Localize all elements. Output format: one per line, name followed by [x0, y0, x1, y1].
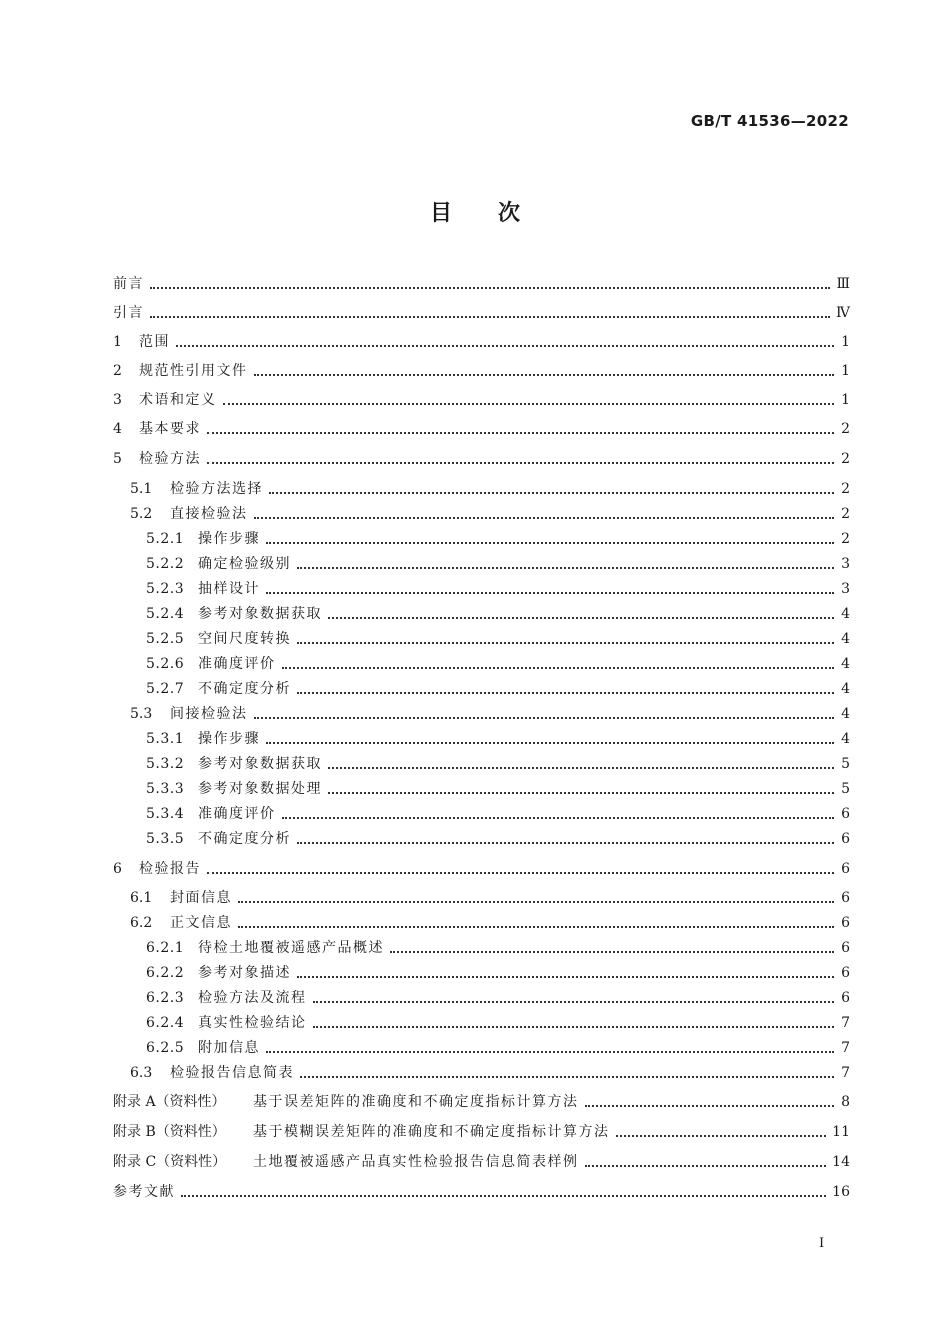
- toc-leader-dots: [313, 1001, 835, 1003]
- toc-entry-page: 4: [841, 631, 850, 647]
- toc-title: 目次: [429, 201, 566, 226]
- toc-entry[interactable]: [113, 528, 850, 550]
- toc-entry-page: 1: [841, 363, 850, 379]
- toc-leader-dots: [269, 492, 834, 494]
- toc-leader-dots: [282, 667, 835, 669]
- toc-entry[interactable]: [113, 703, 850, 725]
- toc-entry-page: 1: [841, 392, 850, 408]
- toc-entry[interactable]: [113, 1181, 850, 1203]
- toc-entry-number: 附录 B（资料性）: [113, 1124, 226, 1140]
- toc-leader-dots: [616, 1135, 827, 1137]
- toc-entry-number: 5.2.7: [146, 681, 185, 697]
- toc-leader-dots: [297, 692, 834, 694]
- toc-entry-page: 6: [841, 940, 850, 956]
- toc-entry[interactable]: [113, 302, 850, 324]
- toc-entry-number: 5.2: [130, 506, 153, 522]
- toc-entry-label: 参考对象数据处理: [198, 781, 322, 797]
- toc-entry-page: 7: [841, 1040, 850, 1056]
- toc-leader-dots: [254, 517, 835, 519]
- toc-entry[interactable]: [113, 503, 850, 525]
- toc-entry-number: 5.1: [130, 481, 153, 497]
- toc-entry-number: 5.3.1: [146, 731, 185, 747]
- toc-entry-page: 2: [841, 531, 850, 547]
- toc-leader-dots: [238, 926, 834, 928]
- toc-entry-label: 参考对象数据获取: [198, 606, 322, 622]
- toc-entry-page: 3: [841, 556, 850, 572]
- toc-entry-page: Ⅲ: [836, 276, 850, 292]
- toc-entry[interactable]: [113, 1012, 850, 1034]
- toc-entry-label: 检验方法选择: [170, 481, 263, 497]
- toc-entry-page: Ⅳ: [836, 305, 850, 321]
- toc-entry[interactable]: [113, 1037, 850, 1059]
- toc-entry-label: 不确定度分析: [198, 681, 291, 697]
- toc-entry-label: 确定检验级别: [198, 556, 291, 572]
- toc-entry-number: 6.1: [130, 890, 153, 906]
- toc-entry-label: 操作步骤: [198, 731, 260, 747]
- toc-entry-page: 3: [841, 581, 850, 597]
- toc-entry-number: 3: [113, 392, 122, 408]
- toc-entry[interactable]: [113, 478, 850, 500]
- toc-entry-label: 基于误差矩阵的准确度和不确定度指标计算方法: [253, 1094, 579, 1110]
- toc-leader-dots: [150, 316, 830, 318]
- page-number: I: [819, 1236, 825, 1251]
- toc-entry-page: 2: [841, 481, 850, 497]
- toc-entry-page: 4: [841, 731, 850, 747]
- toc-entry-page: 4: [841, 606, 850, 622]
- toc-entry-page: 5: [841, 756, 850, 772]
- toc-leader-dots: [328, 617, 834, 619]
- toc-entry-label: 空间尺度转换: [198, 631, 291, 647]
- toc-entry[interactable]: [113, 678, 850, 700]
- toc-entry-page: 1: [841, 334, 850, 350]
- toc-entry[interactable]: [113, 1121, 850, 1143]
- toc-entry[interactable]: [113, 987, 850, 1009]
- toc-leader-dots: [238, 901, 834, 903]
- toc-entry-label: 抽样设计: [198, 581, 260, 597]
- toc-entry-label: 基本要求: [139, 421, 201, 437]
- toc-entry-label: 土地覆被遥感产品真实性检验报告信息简表样例: [253, 1154, 579, 1170]
- toc-entry-number: 6.2.4: [146, 1015, 185, 1031]
- toc-entry[interactable]: [113, 728, 850, 750]
- toc-leader-dots: [254, 374, 835, 376]
- toc-leader-dots: [207, 872, 834, 874]
- toc-entry-label: 检验方法及流程: [198, 990, 307, 1006]
- toc-entry[interactable]: [113, 753, 850, 775]
- toc-entry-number: 5.3.3: [146, 781, 185, 797]
- toc-entry-number: 6.2.5: [146, 1040, 185, 1056]
- toc-entry-number: 6.2: [130, 915, 153, 931]
- toc-entry[interactable]: [113, 1151, 850, 1173]
- toc-entry-label: 操作步骤: [198, 531, 260, 547]
- toc-entry-number: 5.2.3: [146, 581, 185, 597]
- toc-entry-label: 引言: [113, 305, 144, 321]
- toc-entry[interactable]: [113, 653, 850, 675]
- toc-leader-dots: [266, 592, 834, 594]
- toc-entry[interactable]: [113, 603, 850, 625]
- toc-entry-label: 参考文献: [113, 1184, 175, 1200]
- toc-entry-page: 7: [841, 1065, 850, 1081]
- toc-entry[interactable]: [113, 962, 850, 984]
- toc-entry[interactable]: [113, 778, 850, 800]
- toc-entry[interactable]: [113, 912, 850, 934]
- toc-entry-label: 范围: [139, 334, 170, 350]
- toc-entry[interactable]: [113, 887, 850, 909]
- toc-entry-page: 6: [841, 861, 850, 877]
- toc-entry-page: 6: [841, 831, 850, 847]
- toc-entry-label: 检验报告信息简表: [170, 1065, 294, 1081]
- toc-leader-dots: [328, 767, 834, 769]
- toc-entry[interactable]: [113, 553, 850, 575]
- toc-entry-label: 前言: [113, 276, 144, 292]
- toc-entry-number: 5.2.1: [146, 531, 185, 547]
- toc-leader-dots: [266, 742, 834, 744]
- toc-entry-label: 参考对象数据获取: [198, 756, 322, 772]
- toc-entry[interactable]: [113, 578, 850, 600]
- toc-entry-label: 间接检验法: [170, 706, 248, 722]
- toc-entry-number: 5.3: [130, 706, 153, 722]
- toc-entry-label: 附加信息: [198, 1040, 260, 1056]
- toc-entry-number: 6.2.2: [146, 965, 185, 981]
- toc-entry-label: 规范性引用文件: [139, 363, 248, 379]
- toc-entry-number: 6.3: [130, 1065, 153, 1081]
- toc-leader-dots: [297, 842, 834, 844]
- toc-entry-label: 封面信息: [170, 890, 232, 906]
- toc-entry-number: 5.2.4: [146, 606, 185, 622]
- toc-entry-number: 5.3.2: [146, 756, 185, 772]
- toc-entry-label: 直接检验法: [170, 506, 248, 522]
- toc-leader-dots: [266, 542, 834, 544]
- toc-entry-number: 5: [113, 451, 122, 467]
- toc-entry-label: 真实性检验结论: [198, 1015, 307, 1031]
- toc-entry[interactable]: [113, 1062, 850, 1084]
- toc-leader-dots: [254, 717, 835, 719]
- toc-entry-page: 5: [841, 781, 850, 797]
- toc-entry[interactable]: [113, 858, 850, 880]
- toc-entry[interactable]: [113, 418, 850, 440]
- toc-leader-dots: [390, 951, 834, 953]
- toc-entry-page: 14: [832, 1154, 850, 1170]
- toc-entry[interactable]: [113, 448, 850, 470]
- toc-leader-dots: [585, 1165, 827, 1167]
- toc-entry-number: 6.2.3: [146, 990, 185, 1006]
- toc-entry-number: 5.2.6: [146, 656, 185, 672]
- toc-leader-dots: [585, 1105, 835, 1107]
- toc-entry-number: 5.3.5: [146, 831, 185, 847]
- toc-entry-label: 检验方法: [139, 451, 201, 467]
- toc-leader-dots: [207, 432, 834, 434]
- toc-entry-page: 8: [841, 1094, 850, 1110]
- toc-entry-page: 4: [841, 681, 850, 697]
- toc-entry-label: 准确度评价: [198, 656, 276, 672]
- toc-entry-label: 正文信息: [170, 915, 232, 931]
- toc-entry-number: 6: [113, 861, 122, 877]
- toc-entry-page: 11: [832, 1124, 850, 1140]
- toc-entry-page: 7: [841, 1015, 850, 1031]
- toc-leader-dots: [313, 1026, 835, 1028]
- toc-entry[interactable]: [113, 273, 850, 295]
- standard-code: GB/T 41536—2022: [690, 112, 849, 130]
- toc-entry[interactable]: [113, 828, 850, 850]
- toc-entry-number: 5.2.2: [146, 556, 185, 572]
- toc-leader-dots: [150, 287, 830, 289]
- toc-entry-number: 附录 A（资料性）: [113, 1094, 226, 1110]
- toc-entry-label: 参考对象描述: [198, 965, 291, 981]
- toc-entry-page: 2: [841, 506, 850, 522]
- toc-entry-page: 6: [841, 806, 850, 822]
- toc-entry-label: 检验报告: [139, 861, 201, 877]
- toc-leader-dots: [176, 345, 834, 347]
- toc-entry-number: 4: [113, 421, 122, 437]
- toc-leader-dots: [328, 792, 834, 794]
- toc-entry-label: 基于模糊误差矩阵的准确度和不确定度指标计算方法: [253, 1124, 610, 1140]
- toc-entry[interactable]: [113, 331, 850, 353]
- toc-entry-page: 4: [841, 656, 850, 672]
- toc-leader-dots: [282, 817, 835, 819]
- toc-leader-dots: [223, 403, 835, 405]
- toc-leader-dots: [207, 462, 834, 464]
- toc-entry-page: 2: [841, 451, 850, 467]
- toc-entry-page: 4: [841, 706, 850, 722]
- toc-entry[interactable]: [113, 803, 850, 825]
- toc-entry-page: 6: [841, 890, 850, 906]
- toc-entry-number: 5.2.5: [146, 631, 185, 647]
- toc-entry-label: 不确定度分析: [198, 831, 291, 847]
- toc-leader-dots: [297, 642, 834, 644]
- toc-entry[interactable]: [113, 628, 850, 650]
- toc-entry-page: 6: [841, 965, 850, 981]
- toc-entry[interactable]: [113, 360, 850, 382]
- toc-entry-number: 5.3.4: [146, 806, 185, 822]
- toc-entry-label: 待检土地覆被遥感产品概述: [198, 940, 384, 956]
- toc-entry-page: 6: [841, 990, 850, 1006]
- toc-entry-number: 6.2.1: [146, 940, 185, 956]
- toc-entry-page: 2: [841, 421, 850, 437]
- toc-leader-dots: [297, 976, 834, 978]
- toc-leader-dots: [297, 567, 834, 569]
- toc-entry-label: 准确度评价: [198, 806, 276, 822]
- toc-entry[interactable]: [113, 937, 850, 959]
- toc-entry-number: 2: [113, 363, 122, 379]
- toc-entry-number: 附录 C（资料性）: [113, 1154, 227, 1170]
- toc-leader-dots: [181, 1195, 826, 1197]
- toc-entry[interactable]: [113, 389, 850, 411]
- toc-entry-page: 6: [841, 915, 850, 931]
- toc-entry-page: 16: [832, 1184, 850, 1200]
- toc-entry-number: 1: [113, 334, 122, 350]
- toc-leader-dots: [300, 1076, 834, 1078]
- toc-entry-label: 术语和定义: [139, 392, 217, 408]
- toc-leader-dots: [266, 1051, 834, 1053]
- toc-entry[interactable]: [113, 1091, 850, 1113]
